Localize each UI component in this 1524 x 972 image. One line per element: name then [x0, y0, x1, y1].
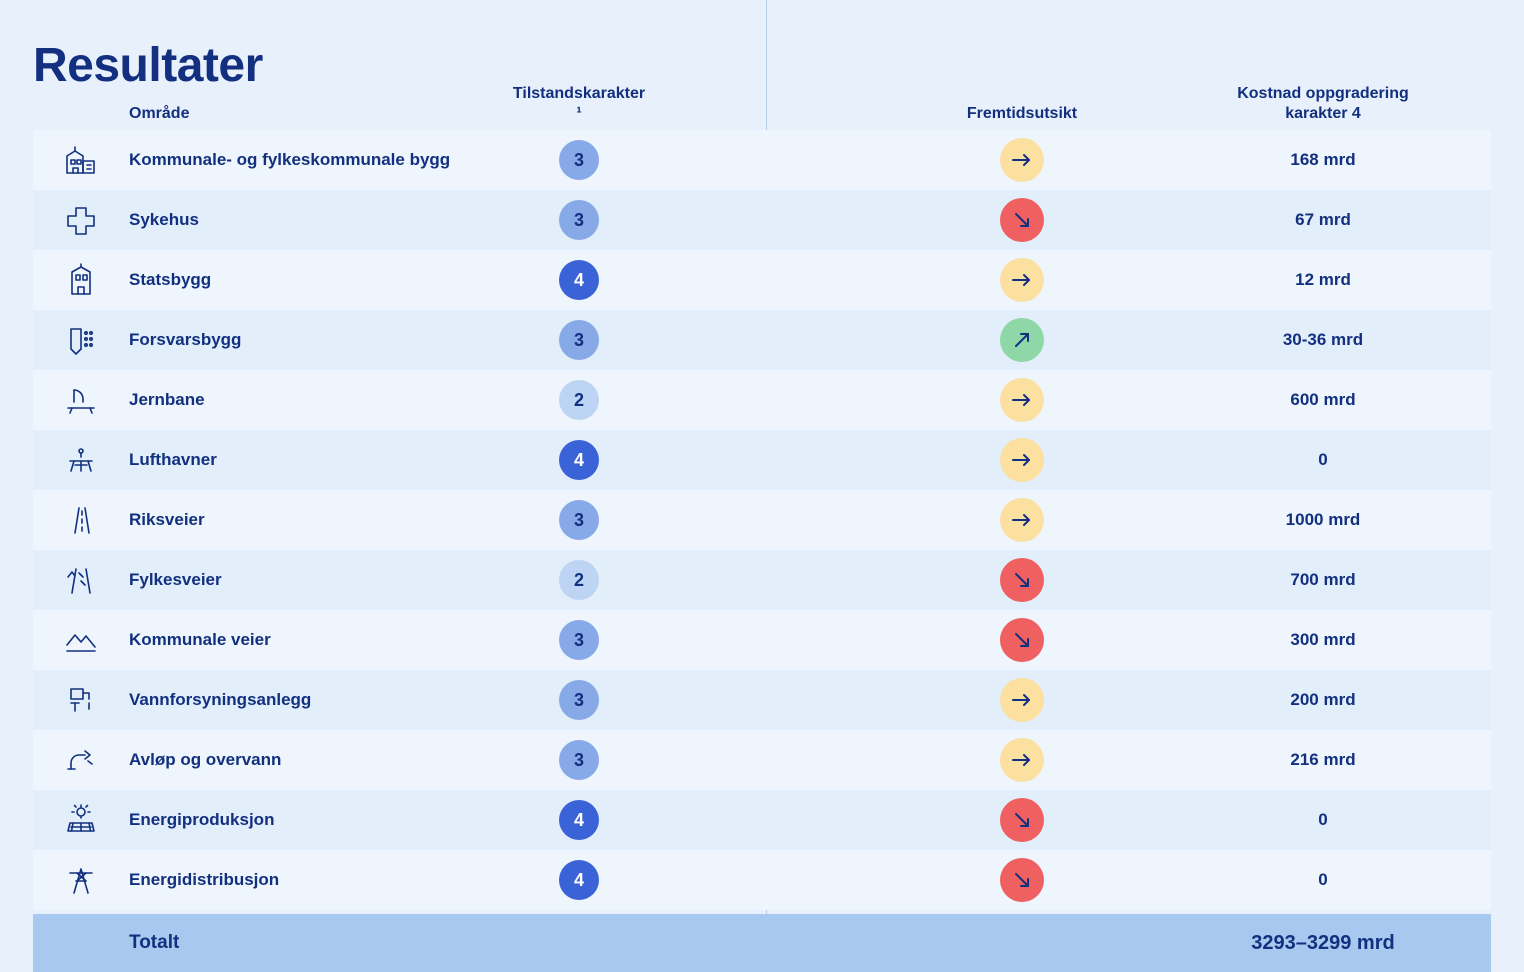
- cost-label: 700 mrd: [1290, 570, 1356, 589]
- cost-cell: [1155, 430, 1491, 490]
- grade-cell: [509, 670, 649, 730]
- table-header-row: [33, 85, 1491, 130]
- arrow-down-right-icon: [1000, 558, 1044, 602]
- grade-badge: 4: [559, 260, 599, 300]
- cost-label: 168 mrd: [1290, 150, 1356, 169]
- header-grade: Tilstandskarakter ¹: [512, 85, 646, 122]
- area-cell: [129, 190, 509, 250]
- table-row: [33, 190, 1491, 250]
- grade-badge: 3: [559, 200, 599, 240]
- total-row: [33, 914, 1491, 972]
- government-building-icon: [33, 250, 129, 310]
- railway-icon: [33, 370, 129, 430]
- arrow-right-icon: [1000, 138, 1044, 182]
- table-row: [33, 310, 1491, 370]
- header-area: Område: [129, 105, 190, 122]
- table-row: [33, 430, 1491, 490]
- arrow-right-icon: [1000, 678, 1044, 722]
- grade-cell: [509, 430, 649, 490]
- area-label: Energiproduksjon: [129, 810, 275, 829]
- table-row: [33, 610, 1491, 670]
- airport-icon: [33, 430, 129, 490]
- table-row: [33, 670, 1491, 730]
- arrow-down-right-icon: [1000, 198, 1044, 242]
- outlook-cell: [889, 490, 1155, 550]
- area-label: Statsbygg: [129, 270, 212, 289]
- outlook-cell: [889, 790, 1155, 850]
- arrow-down-right-icon: [1000, 858, 1044, 902]
- grade-badge: 4: [559, 800, 599, 840]
- table-row: [33, 370, 1491, 430]
- grade-badge: 2: [559, 560, 599, 600]
- area-cell: [129, 430, 509, 490]
- cost-label: 200 mrd: [1290, 690, 1356, 709]
- cost-cell: [1155, 190, 1491, 250]
- area-cell: [129, 610, 509, 670]
- total-label: Totalt: [129, 932, 180, 953]
- outlook-cell: [889, 370, 1155, 430]
- table-row: [33, 790, 1491, 850]
- arrow-right-icon: [1000, 258, 1044, 302]
- area-label: Kommunale veier: [129, 630, 271, 649]
- area-label: Jernbane: [129, 390, 205, 409]
- area-cell: [129, 370, 509, 430]
- area-label: Vannforsyningsanlegg: [129, 690, 312, 709]
- table-row: [33, 130, 1491, 190]
- area-cell: [129, 850, 509, 910]
- grade-cell: [509, 490, 649, 550]
- grade-cell: [509, 610, 649, 670]
- area-label: Avløp og overvann: [129, 750, 282, 769]
- total-value-cell: [1155, 932, 1491, 955]
- cost-cell: [1155, 490, 1491, 550]
- area-label: Fylkesveier: [129, 570, 222, 589]
- grade-badge: 4: [559, 440, 599, 480]
- arrow-down-right-icon: [1000, 618, 1044, 662]
- table-row: [33, 490, 1491, 550]
- cost-label: 0: [1318, 450, 1328, 469]
- arrow-right-icon: [1000, 378, 1044, 422]
- grade-cell: [509, 550, 649, 610]
- cost-label: 216 mrd: [1290, 750, 1356, 769]
- grade-badge: 3: [559, 320, 599, 360]
- cost-label: 1000 mrd: [1285, 510, 1361, 529]
- table-row: [33, 250, 1491, 310]
- cost-cell: [1155, 610, 1491, 670]
- defence-shield-icon: [33, 310, 129, 370]
- grade-cell: [509, 250, 649, 310]
- area-label: Sykehus: [129, 210, 199, 229]
- cost-label: 0: [1318, 810, 1328, 829]
- arrow-up-right-icon: [1000, 318, 1044, 362]
- outlook-cell: [889, 550, 1155, 610]
- cost-cell: [1155, 850, 1491, 910]
- outlook-cell: [889, 250, 1155, 310]
- table-row: [33, 550, 1491, 610]
- power-pylon-icon: [33, 850, 129, 910]
- grade-cell: [509, 370, 649, 430]
- grade-cell: [509, 130, 649, 190]
- grade-cell: [509, 850, 649, 910]
- header-cost: [1155, 84, 1491, 130]
- cost-cell: [1155, 730, 1491, 790]
- area-cell: [129, 490, 509, 550]
- header-cost-line1: Kostnad oppgradering: [1237, 85, 1409, 102]
- area-cell: [129, 670, 509, 730]
- area-cell: [129, 250, 509, 310]
- table-body: [33, 130, 1491, 910]
- area-label: Lufthavner: [129, 450, 217, 469]
- cost-cell: [1155, 670, 1491, 730]
- grade-badge: 4: [559, 860, 599, 900]
- school-building-icon: [33, 130, 129, 190]
- outlook-cell: [889, 850, 1155, 910]
- cost-label: 67 mrd: [1295, 210, 1351, 229]
- hospital-cross-icon: [33, 190, 129, 250]
- outlook-cell: [889, 610, 1155, 670]
- cost-label: 30-36 mrd: [1282, 330, 1364, 349]
- grade-badge: 3: [559, 620, 599, 660]
- grade-cell: [509, 790, 649, 850]
- grade-cell: [509, 310, 649, 370]
- cost-cell: [1155, 250, 1491, 310]
- outlook-cell: [889, 670, 1155, 730]
- cost-label: 0: [1318, 870, 1328, 889]
- outlook-cell: [889, 190, 1155, 250]
- grade-badge: 3: [559, 500, 599, 540]
- total-value: 3293–3299 mrd: [1251, 931, 1395, 954]
- grade-badge: 3: [559, 740, 599, 780]
- header-cost-line2: karakter 4: [1285, 105, 1361, 122]
- area-cell: [129, 550, 509, 610]
- grade-cell: [509, 730, 649, 790]
- cost-label: 12 mrd: [1295, 270, 1351, 289]
- water-tap-icon: [33, 670, 129, 730]
- arrow-down-right-icon: [1000, 798, 1044, 842]
- cost-label: 600 mrd: [1290, 390, 1356, 409]
- area-cell: [129, 310, 509, 370]
- area-cell: [129, 730, 509, 790]
- arrow-right-icon: [1000, 738, 1044, 782]
- area-label: Energidistribusjon: [129, 870, 280, 889]
- results-table: [33, 85, 1491, 972]
- highway-icon: [33, 490, 129, 550]
- outlook-cell: [889, 130, 1155, 190]
- area-cell: [129, 130, 509, 190]
- solar-panel-icon: [33, 790, 129, 850]
- grade-badge: 2: [559, 380, 599, 420]
- area-cell: [129, 790, 509, 850]
- grade-badge: 3: [559, 140, 599, 180]
- municipal-road-icon: [33, 610, 129, 670]
- total-label-cell: [129, 932, 509, 954]
- cost-label: 300 mrd: [1290, 630, 1356, 649]
- arrow-right-icon: [1000, 438, 1044, 482]
- area-label: Riksveier: [129, 510, 205, 529]
- area-label: Kommunale- og fylkeskommunale bygg: [129, 150, 451, 169]
- cost-cell: [1155, 130, 1491, 190]
- cost-cell: [1155, 370, 1491, 430]
- cost-cell: [1155, 790, 1491, 850]
- outlook-cell: [889, 430, 1155, 490]
- header-outlook: Fremtidsutsikt: [966, 105, 1078, 122]
- outlook-cell: [889, 730, 1155, 790]
- table-row: [33, 730, 1491, 790]
- page-title: Resultater: [33, 39, 263, 93]
- outlook-cell: [889, 310, 1155, 370]
- cost-cell: [1155, 550, 1491, 610]
- grade-cell: [509, 190, 649, 250]
- arrow-right-icon: [1000, 498, 1044, 542]
- cost-cell: [1155, 310, 1491, 370]
- grade-badge: 3: [559, 680, 599, 720]
- county-road-icon: [33, 550, 129, 610]
- area-label: Forsvarsbygg: [129, 330, 242, 349]
- sewage-pipe-icon: [33, 730, 129, 790]
- table-row: [33, 850, 1491, 910]
